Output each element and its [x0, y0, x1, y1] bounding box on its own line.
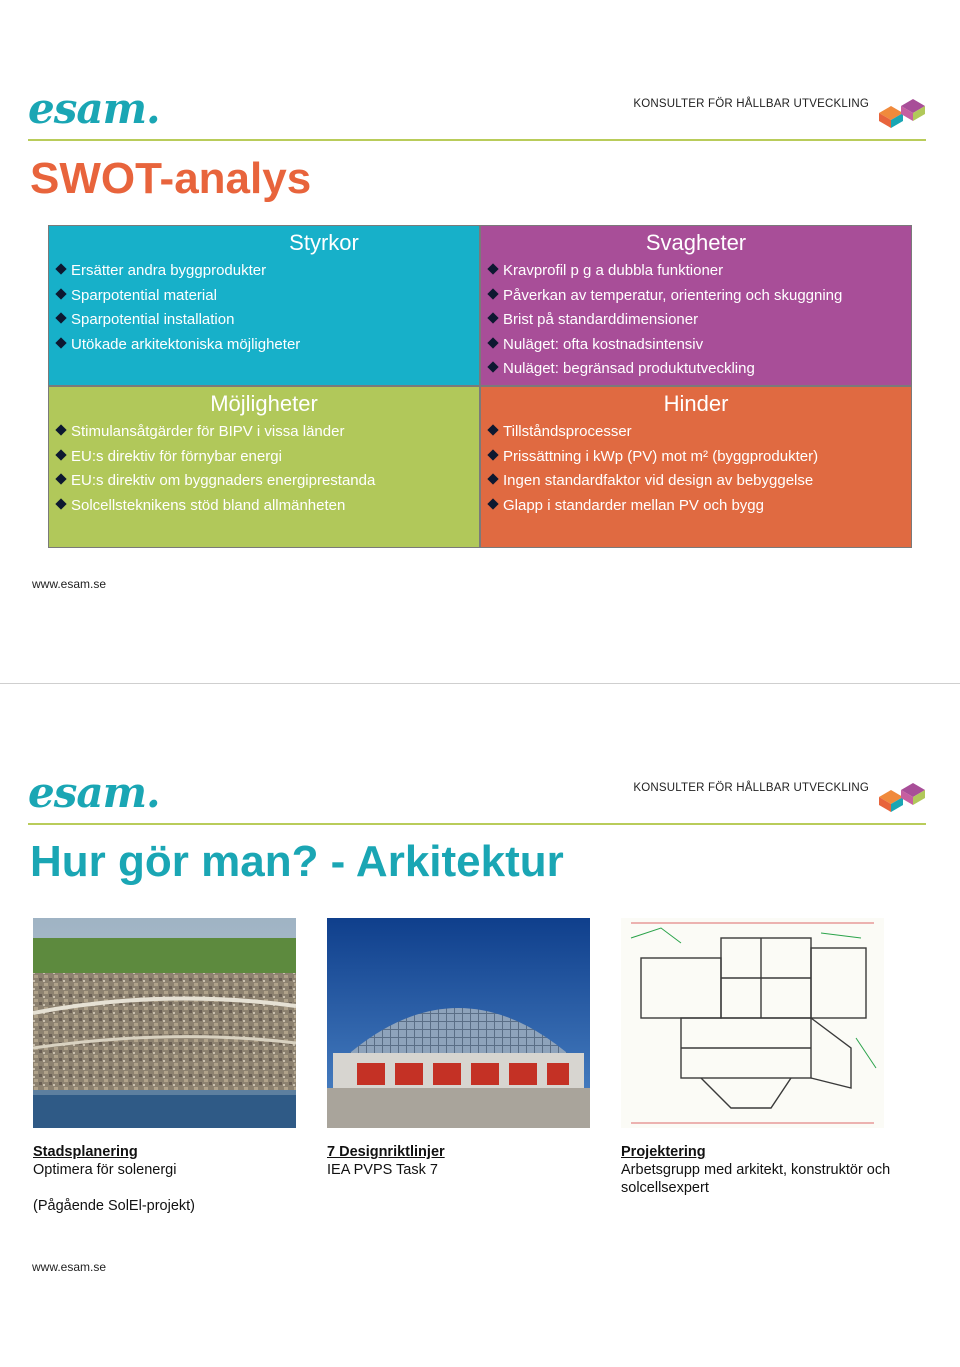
floor-plan-drawing [621, 918, 884, 1128]
diamond-bullet-icon [55, 313, 66, 324]
strengths-heading: Styrkor [289, 230, 359, 255]
caption-text: Optimera för solenergi [33, 1162, 177, 1178]
diamond-bullet-icon [55, 289, 66, 300]
diamond-bullet-icon [55, 474, 66, 485]
weaknesses-heading: Svagheter [645, 230, 747, 255]
caption-stadsplanering [33, 1143, 195, 1215]
esam-logo: esam. [28, 768, 160, 817]
diamond-bullet-icon [55, 338, 66, 349]
cube-logo-icon [877, 781, 927, 813]
caption-text: (Pågående SolEl-projekt) [33, 1198, 196, 1214]
list-item: Kravprofil p g a dubbla funktioner [487, 259, 905, 284]
list-item: Tillståndsprocesser [487, 420, 905, 445]
footer-url[interactable]: www.esam.se [32, 1260, 107, 1274]
list-item: Sparpotential installation [55, 308, 473, 333]
list-item: Nuläget: begränsad produktutveckling [487, 357, 905, 382]
diamond-bullet-icon [487, 338, 498, 349]
threats-quadrant [480, 386, 912, 548]
list-item: Brist på standarddimensioner [487, 308, 905, 333]
opportunities-quadrant [48, 386, 480, 548]
diamond-bullet-icon [55, 264, 66, 275]
swot-grid [48, 225, 912, 548]
strengths-quadrant [48, 225, 480, 386]
esam-logo: esam. [28, 84, 160, 133]
list-item: Prissättning i kWp (PV) mot m² (byggprodukter) [487, 445, 905, 470]
page-title: SWOT-analys [30, 154, 312, 203]
list-item: EU:s direktiv för förnybar energi [55, 445, 473, 470]
threats-heading: Hinder [663, 391, 729, 416]
caption-heading: 7 Designriktlinjer [327, 1144, 445, 1160]
diamond-bullet-icon [487, 362, 498, 373]
diamond-bullet-icon [55, 499, 66, 510]
caption-heading: Projektering [621, 1144, 706, 1160]
list-item: Glapp i standarder mellan PV och bygg [487, 494, 905, 519]
weaknesses-quadrant [480, 225, 912, 386]
cube-logo-icon [877, 97, 927, 129]
aerial-city-photo [33, 918, 296, 1128]
caption-designriktlinjer [327, 1143, 445, 1179]
fire-station-photo [327, 918, 590, 1128]
caption-text: IEA PVPS Task 7 [327, 1162, 438, 1178]
caption-text: Arbetsgrupp med arkitekt, konstruktör och solcellsexpert [621, 1162, 891, 1196]
list-item: Solcellsteknikens stöd bland allmänheten [55, 494, 473, 519]
caption-heading: Stadsplanering [33, 1144, 138, 1160]
diamond-bullet-icon [55, 450, 66, 461]
diamond-bullet-icon [487, 450, 498, 461]
list-item: Nuläget: ofta kostnadsintensiv [487, 333, 905, 358]
tagline: KONSULTER FÖR HÅLLBAR UTVECKLING [633, 98, 869, 110]
list-item: Utökade arkitektoniska möjligheter [55, 333, 473, 358]
diamond-bullet-icon [487, 264, 498, 275]
page-title: Hur gör man? - Arkitektur [30, 837, 564, 886]
header-rule [28, 823, 926, 825]
tagline: KONSULTER FÖR HÅLLBAR UTVECKLING [633, 782, 869, 794]
diamond-bullet-icon [487, 313, 498, 324]
diamond-bullet-icon [55, 425, 66, 436]
slide-swot [0, 0, 960, 683]
caption-projektering [621, 1143, 921, 1197]
list-item: Ingen standardfaktor vid design av bebyggelse [487, 469, 905, 494]
header-rule [28, 139, 926, 141]
diamond-bullet-icon [487, 289, 498, 300]
opportunities-heading: Möjligheter [210, 391, 318, 416]
diamond-bullet-icon [487, 425, 498, 436]
list-item: Sparpotential material [55, 284, 473, 309]
list-item: Stimulansåtgärder för BIPV i vissa länder [55, 420, 473, 445]
diamond-bullet-icon [487, 474, 498, 485]
list-item: EU:s direktiv om byggnaders energiprestanda [55, 469, 473, 494]
diamond-bullet-icon [487, 499, 498, 510]
list-item: Ersätter andra byggprodukter [55, 259, 473, 284]
footer-url[interactable]: www.esam.se [32, 577, 107, 591]
list-item: Påverkan av temperatur, orientering och skuggning [487, 284, 905, 309]
